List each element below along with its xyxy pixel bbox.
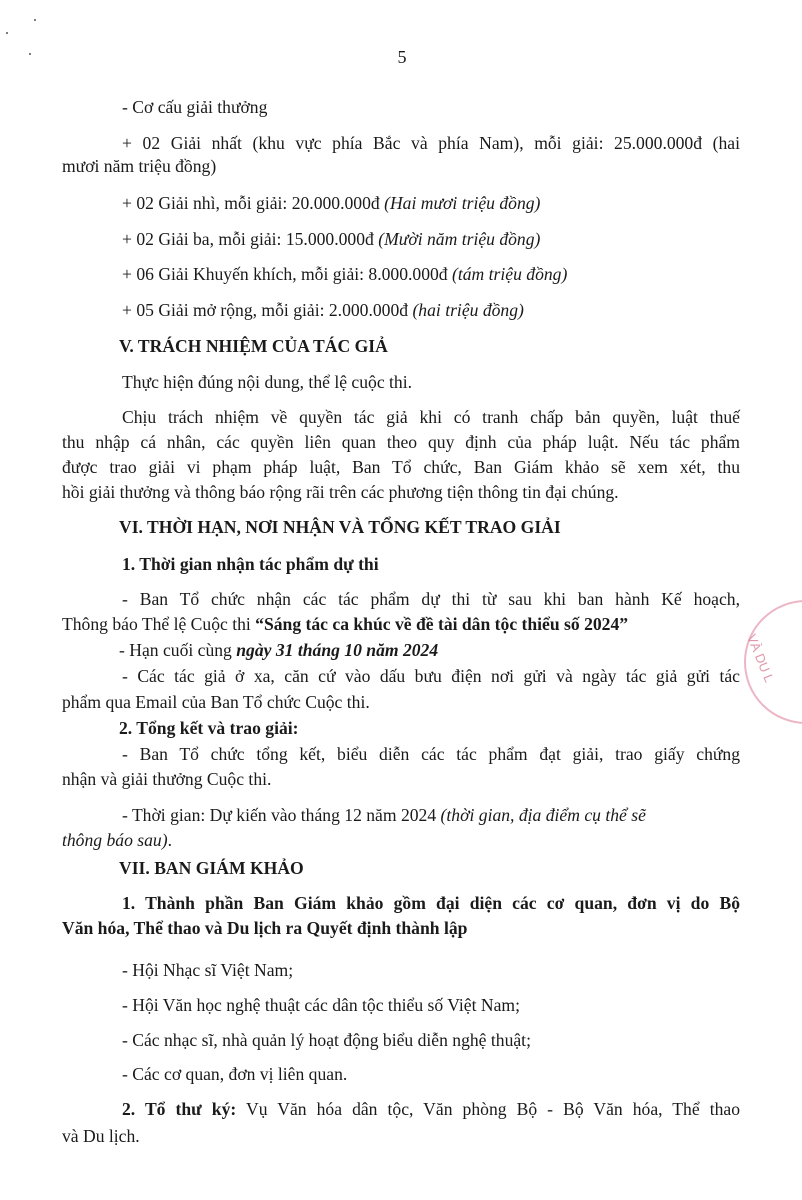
second-prize-words: (Hai mươi triệu đồng) bbox=[384, 193, 541, 213]
deadline-line bbox=[119, 638, 438, 662]
summary-line-1: - Ban Tổ chức tổng kết, biểu diễn các tác phẩm đạt giải, trao giấy chứng bbox=[122, 744, 740, 764]
email-line: phẩm qua Email của Ban Tổ chức Cuộc thi. bbox=[62, 692, 370, 712]
secretariat-line-2: và Du lịch. bbox=[62, 1126, 140, 1146]
extended-prize-text: + 05 Giải mở rộng, mỗi giải: 2.000.000đ bbox=[122, 300, 413, 320]
secretariat-text: Vụ Văn hóa dân tộc, Văn phòng Bộ - Bộ Văn hóa, Thể thao bbox=[236, 1099, 741, 1119]
scan-speck bbox=[29, 53, 31, 55]
contest-name: “Sáng tác ca khúc về đề tài dân tộc thiểu số 2024” bbox=[255, 614, 629, 634]
jury-member-1: - Hội Nhạc sĩ Việt Nam; bbox=[122, 960, 294, 980]
second-prize-text: + 02 Giải nhì, mỗi giải: 20.000.000đ bbox=[122, 193, 385, 213]
section-vii-title: VII. BAN GIÁM KHẢO bbox=[119, 858, 304, 878]
third-prize-words: (Mười năm triệu đồng) bbox=[378, 229, 541, 249]
encourage-prize-line bbox=[122, 262, 567, 286]
first-prize-line-2: mươi năm triệu đồng) bbox=[62, 156, 217, 176]
section-v-paragraph-2-line-2: thu nhập cá nhân, các quyền liên quan theo quy định của pháp luật. Nếu tác phẩm bbox=[62, 432, 740, 452]
third-prize-line bbox=[122, 227, 540, 251]
summary-line-2: nhận và giải thưởng Cuộc thi. bbox=[62, 769, 272, 789]
scan-speck bbox=[6, 32, 8, 34]
section-v-title: V. TRÁCH NHIỆM CỦA TÁC GIẢ bbox=[119, 336, 388, 356]
postmark-line: - Các tác giả ở xa, căn cứ vào dấu bưu điện nơi gửi và ngày tác giả gửi tác bbox=[122, 666, 740, 686]
timing-line-2 bbox=[62, 828, 172, 852]
timing-note-end: thông báo sau) bbox=[62, 830, 168, 850]
deadline-prefix: - Hạn cuối cùng bbox=[119, 640, 237, 660]
third-prize-text: + 02 Giải ba, mỗi giải: 15.000.000đ bbox=[122, 229, 379, 249]
prize-structure-heading: - Cơ cấu giải thưởng bbox=[122, 97, 268, 117]
jury-composition-line-1: 1. Thành phần Ban Giám khảo gồm đại diện các cơ quan, đơn vị do Bộ bbox=[122, 893, 740, 913]
jury-member-3: - Các nhạc sĩ, nhà quản lý hoạt động biểu diễn nghệ thuật; bbox=[122, 1030, 531, 1050]
receive-works-line: - Ban Tổ chức nhận các tác phẩm dự thi từ sau khi ban hành Kế hoạch, bbox=[122, 589, 740, 609]
jury-member-2: - Hội Văn học nghệ thuật các dân tộc thiểu số Việt Nam; bbox=[122, 995, 520, 1015]
contest-name-line bbox=[62, 612, 628, 636]
extended-prize-words: (hai triệu đồng) bbox=[412, 300, 524, 320]
encourage-prize-text: + 06 Giải Khuyến khích, mỗi giải: 8.000.000đ bbox=[122, 264, 452, 284]
jury-composition-line-2: Văn hóa, Thể thao và Du lịch ra Quyết định thành lập bbox=[62, 918, 468, 938]
section-v-paragraph-2-line-3: được trao giải vi phạm pháp luật, Ban Tổ chức, Ban Giám khảo sẽ xem xét, thu bbox=[62, 457, 740, 477]
deadline-date: ngày 31 tháng 10 năm 2024 bbox=[236, 640, 439, 660]
extended-prize-line bbox=[122, 298, 524, 322]
section-vi-title: VI. THỜI HẠN, NƠI NHẬN VÀ TỔNG KẾT TRAO GIẢI bbox=[119, 517, 561, 537]
section-v-paragraph-1: Thực hiện đúng nội dung, thể lệ cuộc thi. bbox=[122, 372, 412, 392]
secretariat-line-1 bbox=[122, 1097, 740, 1121]
stamp-text: VÀ DU L bbox=[744, 632, 777, 685]
timing-note: (thời gian, địa điểm cụ thể sẽ bbox=[440, 805, 646, 825]
timing-period: . bbox=[167, 830, 172, 850]
section-vi-subheading-2: 2. Tổng kết và trao giải: bbox=[119, 718, 299, 738]
scan-speck bbox=[34, 19, 36, 21]
jury-member-4: - Các cơ quan, đơn vị liên quan. bbox=[122, 1064, 348, 1084]
encourage-prize-words: (tám triệu đồng) bbox=[452, 264, 568, 284]
secretariat-label: 2. Tổ thư ký: bbox=[122, 1099, 237, 1119]
section-v-paragraph-2-line-1: Chịu trách nhiệm về quyền tác giả khi có tranh chấp bản quyền, luật thuế bbox=[122, 407, 740, 427]
first-prize-line-1: + 02 Giải nhất (khu vực phía Bắc và phía Nam), mỗi giải: 25.000.000đ (hai bbox=[122, 133, 740, 153]
section-v-paragraph-2-line-4: hồi giải thưởng và thông báo rộng rãi trên các phương tiện thông tin đại chúng. bbox=[62, 482, 619, 502]
second-prize-line bbox=[122, 191, 540, 215]
page-number: 5 bbox=[397, 47, 407, 67]
contest-name-prefix: Thông báo Thể lệ Cuộc thi bbox=[62, 614, 256, 634]
timing-text: - Thời gian: Dự kiến vào tháng 12 năm 2024 bbox=[122, 805, 441, 825]
section-vi-subheading-1: 1. Thời gian nhận tác phẩm dự thi bbox=[122, 554, 379, 574]
timing-line bbox=[122, 803, 646, 827]
